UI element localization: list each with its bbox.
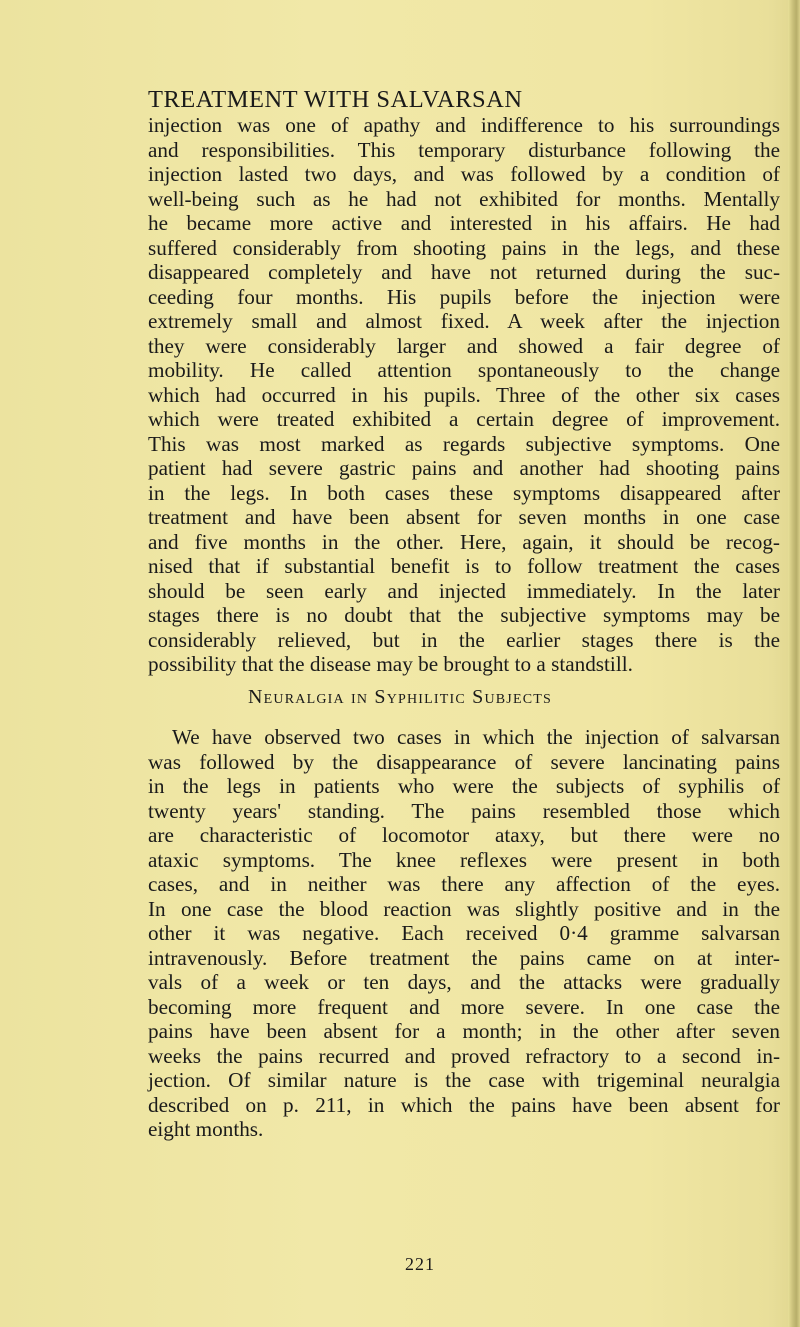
text-line: pains have been absent for a month; in the other after seven xyxy=(148,1019,780,1043)
text-line: This was most marked as regards subjective symptoms. One xyxy=(148,431,780,456)
text-line: In one case the blood reaction was slightly positive and in the xyxy=(148,896,780,921)
text-line: intravenously. Before treatment the pains came on at inter- xyxy=(148,945,780,970)
text-line: well-being such as he had not exhibited for months. Mentally xyxy=(148,186,780,211)
text-line: cases, and in neither was there any affection of the eyes. xyxy=(148,872,780,896)
page-number: 221 xyxy=(405,1254,435,1274)
page-edge xyxy=(788,0,800,1327)
text-line: possibility that the disease may be brought to a standstill. xyxy=(148,652,633,676)
text-line: in the legs. In both cases these symptoms disappeared after xyxy=(148,480,780,505)
text-line: becoming more frequent and more severe. In one case the xyxy=(148,994,780,1019)
text-line: injection was one of apathy and indifference to his surroundings xyxy=(148,113,780,137)
text-line: nised that if substantial benefit is to follow treatment the cases xyxy=(148,554,780,578)
text-line: considerably relieved, but in the earlier stages there is the xyxy=(148,627,780,652)
text-line: described on p. 211, in which the pains have been absent for xyxy=(148,1092,780,1117)
text-line: which had occurred in his pupils. Three of the other six cases xyxy=(148,382,780,407)
text-line: twenty years' standing. The pains resembled those which xyxy=(148,798,780,823)
text-line: suffered considerably from shooting pains in the legs, and these xyxy=(148,235,780,260)
body-paragraph xyxy=(148,113,780,677)
text-line: eight months. xyxy=(148,1117,264,1141)
text-line: which were treated exhibited a certain degree of improvement. xyxy=(148,407,780,431)
text-line: and responsibilities. This temporary disturbance following the xyxy=(148,137,780,162)
text-line: patient had severe gastric pains and another had shooting pains xyxy=(148,456,780,480)
text-line: stages there is no doubt that the subjective symptoms may be xyxy=(148,603,780,627)
text-line: in the legs in patients who were the subjects of syphilis of xyxy=(148,774,780,798)
text-line: ceeding four months. His pupils before the injection were xyxy=(148,284,780,309)
text-line: should be seen early and injected immediately. In the later xyxy=(148,578,780,603)
body-paragraph xyxy=(148,725,780,1142)
text-line: other it was negative. Each received 0·4 gramme salvarsan xyxy=(148,921,780,945)
text-line: are characteristic of locomotor ataxy, but there were no xyxy=(148,823,780,847)
text-line: jection. Of similar nature is the case with trigeminal neuralgia xyxy=(148,1068,780,1092)
text-line: disappeared completely and have not returned during the suc- xyxy=(148,260,780,284)
text-line: they were considerably larger and showed a fair degree of xyxy=(148,333,780,358)
text-line: mobility. He called attention spontaneously to the change xyxy=(148,358,780,382)
running-head: TREATMENT WITH SALVARSAN xyxy=(148,86,523,113)
text-line: We have observed two cases in which the injection of salvarsan xyxy=(172,725,780,749)
section-heading: Neuralgia in Syphilitic Subjects xyxy=(248,686,552,708)
text-line: treatment and have been absent for seven months in one case xyxy=(148,505,780,529)
text-line: vals of a week or ten days, and the attacks were gradually xyxy=(148,970,780,994)
text-line: extremely small and almost fixed. A week after the injection xyxy=(148,309,780,333)
text-line: was followed by the disappearance of severe lancinating pains xyxy=(148,749,780,774)
text-line: weeks the pains recurred and proved refractory to a second in- xyxy=(148,1043,780,1068)
text-line: ataxic symptoms. The knee reflexes were present in both xyxy=(148,847,780,872)
text-line: he became more active and interested in his affairs. He had xyxy=(148,211,780,235)
text-line: and five months in the other. Here, again, it should be recog- xyxy=(148,529,780,554)
text-line: injection lasted two days, and was followed by a condition of xyxy=(148,162,780,186)
